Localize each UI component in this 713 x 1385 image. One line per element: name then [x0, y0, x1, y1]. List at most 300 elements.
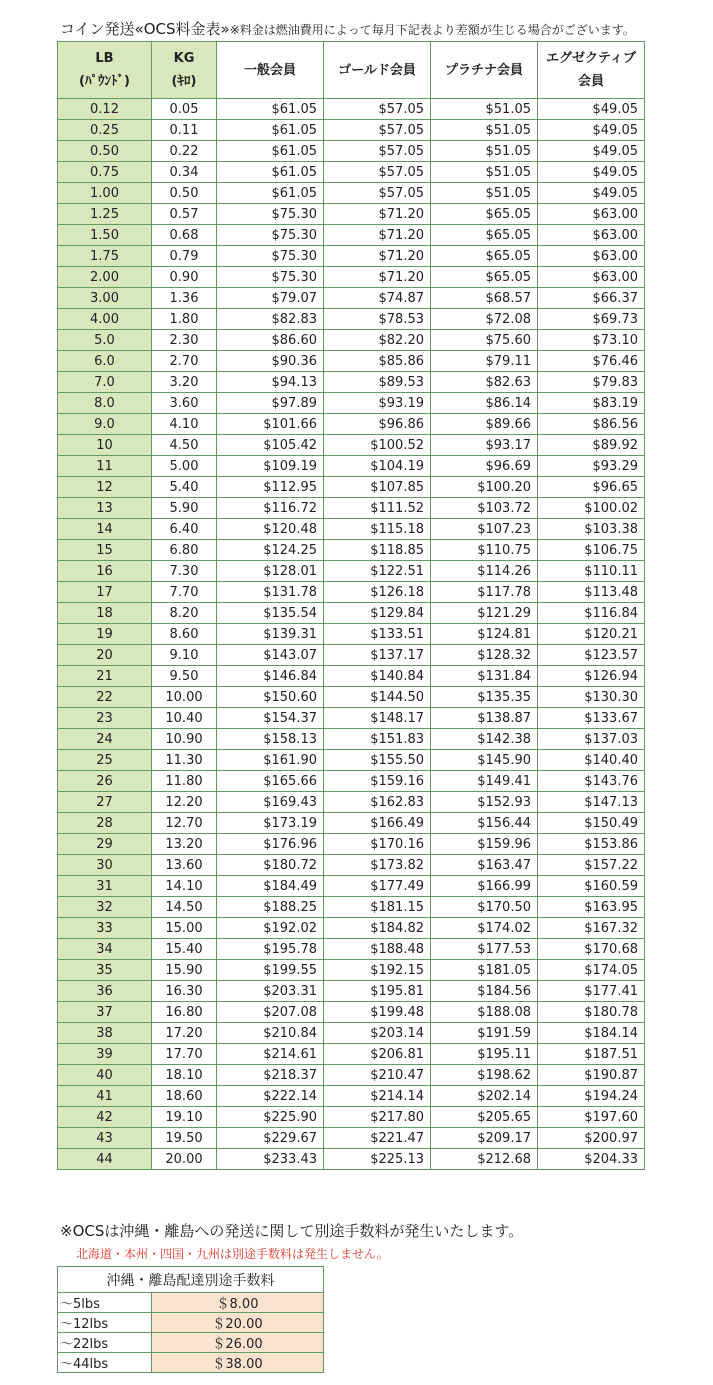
cell-platinum: $72.08 [431, 309, 538, 330]
cell-gold: $199.48 [324, 1002, 431, 1023]
cell-general: $61.05 [217, 99, 324, 120]
cell-executive: $76.46 [538, 351, 645, 372]
cell-platinum: $86.14 [431, 393, 538, 414]
cell-platinum: $159.96 [431, 834, 538, 855]
cell-platinum: $110.75 [431, 540, 538, 561]
cell-executive: $116.84 [538, 603, 645, 624]
table-row [58, 267, 645, 288]
fee-range: ～12lbs [58, 1313, 152, 1333]
cell-executive: $63.00 [538, 225, 645, 246]
cell-gold: $217.80 [324, 1107, 431, 1128]
cell-lb: 22 [58, 687, 152, 708]
cell-platinum: $103.72 [431, 498, 538, 519]
cell-kg: 8.20 [152, 603, 217, 624]
cell-platinum: $82.63 [431, 372, 538, 393]
table-row [58, 771, 645, 792]
cell-executive: $100.02 [538, 498, 645, 519]
cell-lb: 3.00 [58, 288, 152, 309]
header-platinum: プラチナ会員 [431, 42, 538, 99]
table-row [58, 1149, 645, 1170]
cell-platinum: $205.65 [431, 1107, 538, 1128]
footnote-red: 北海道・本州・四国・九州は別途手数料は発生しません。 [76, 1247, 389, 1261]
fee-range: ～22lbs [58, 1333, 152, 1353]
table-row [58, 141, 645, 162]
table-row [58, 225, 645, 246]
cell-executive: $89.92 [538, 435, 645, 456]
cell-platinum: $131.84 [431, 666, 538, 687]
table-row [58, 561, 645, 582]
cell-kg: 13.20 [152, 834, 217, 855]
cell-executive: $160.59 [538, 876, 645, 897]
cell-gold: $57.05 [324, 183, 431, 204]
cell-gold: $93.19 [324, 393, 431, 414]
cell-lb: 30 [58, 855, 152, 876]
cell-gold: $122.51 [324, 561, 431, 582]
cell-gold: $71.20 [324, 225, 431, 246]
cell-general: $229.67 [217, 1128, 324, 1149]
cell-gold: $100.52 [324, 435, 431, 456]
cell-general: $90.36 [217, 351, 324, 372]
table-row [58, 876, 645, 897]
table-row [58, 99, 645, 120]
cell-executive: $157.22 [538, 855, 645, 876]
cell-kg: 0.22 [152, 141, 217, 162]
cell-platinum: $51.05 [431, 120, 538, 141]
cell-platinum: $75.60 [431, 330, 538, 351]
cell-platinum: $68.57 [431, 288, 538, 309]
table-row [58, 414, 645, 435]
cell-executive: $204.33 [538, 1149, 645, 1170]
cell-kg: 1.80 [152, 309, 217, 330]
cell-gold: $151.83 [324, 729, 431, 750]
header-kg [152, 42, 217, 99]
cell-executive: $140.40 [538, 750, 645, 771]
cell-general: $233.43 [217, 1149, 324, 1170]
cell-lb: 12 [58, 477, 152, 498]
cell-lb: 35 [58, 960, 152, 981]
cell-executive: $79.83 [538, 372, 645, 393]
cell-lb: 20 [58, 645, 152, 666]
cell-executive: $63.00 [538, 246, 645, 267]
cell-platinum: $65.05 [431, 267, 538, 288]
cell-platinum: $128.32 [431, 645, 538, 666]
cell-executive: $174.05 [538, 960, 645, 981]
cell-kg: 14.50 [152, 897, 217, 918]
cell-executive: $66.37 [538, 288, 645, 309]
cell-executive: $187.51 [538, 1044, 645, 1065]
fee-row [58, 1293, 324, 1313]
table-row [58, 792, 645, 813]
table-row [58, 813, 645, 834]
cell-lb: 0.25 [58, 120, 152, 141]
cell-gold: $57.05 [324, 162, 431, 183]
cell-executive: $143.76 [538, 771, 645, 792]
cell-executive: $126.94 [538, 666, 645, 687]
cell-lb: 6.0 [58, 351, 152, 372]
cell-kg: 11.80 [152, 771, 217, 792]
cell-gold: $129.84 [324, 603, 431, 624]
cell-kg: 0.68 [152, 225, 217, 246]
cell-platinum: $51.05 [431, 141, 538, 162]
cell-executive: $163.95 [538, 897, 645, 918]
cell-general: $109.19 [217, 456, 324, 477]
cell-platinum: $188.08 [431, 1002, 538, 1023]
table-row [58, 477, 645, 498]
cell-gold: $89.53 [324, 372, 431, 393]
cell-executive: $197.60 [538, 1107, 645, 1128]
cell-gold: $162.83 [324, 792, 431, 813]
cell-executive: $147.13 [538, 792, 645, 813]
cell-gold: $221.47 [324, 1128, 431, 1149]
cell-kg: 12.20 [152, 792, 217, 813]
cell-general: $97.89 [217, 393, 324, 414]
cell-lb: 37 [58, 1002, 152, 1023]
cell-kg: 0.90 [152, 267, 217, 288]
cell-kg: 19.10 [152, 1107, 217, 1128]
table-row [58, 309, 645, 330]
cell-gold: $57.05 [324, 141, 431, 162]
cell-kg: 20.00 [152, 1149, 217, 1170]
cell-lb: 32 [58, 897, 152, 918]
cell-lb: 0.12 [58, 99, 152, 120]
cell-executive: $194.24 [538, 1086, 645, 1107]
fee-table-body [58, 1293, 324, 1373]
fee-amount: ＄20.00 [152, 1313, 324, 1333]
cell-kg: 14.10 [152, 876, 217, 897]
cell-platinum: $65.05 [431, 225, 538, 246]
cell-lb: 33 [58, 918, 152, 939]
table-row [58, 540, 645, 561]
cell-executive: $123.57 [538, 645, 645, 666]
cell-general: $195.78 [217, 939, 324, 960]
cell-executive: $200.97 [538, 1128, 645, 1149]
table-row [58, 1086, 645, 1107]
cell-kg: 7.70 [152, 582, 217, 603]
cell-general: $222.14 [217, 1086, 324, 1107]
cell-kg: 0.79 [152, 246, 217, 267]
cell-gold: $74.87 [324, 288, 431, 309]
table-row [58, 624, 645, 645]
cell-gold: $203.14 [324, 1023, 431, 1044]
cell-platinum: $212.68 [431, 1149, 538, 1170]
table-row [58, 162, 645, 183]
cell-gold: $71.20 [324, 267, 431, 288]
fee-range: ～5lbs [58, 1293, 152, 1313]
cell-general: $199.55 [217, 960, 324, 981]
cell-gold: $170.16 [324, 834, 431, 855]
cell-general: $128.01 [217, 561, 324, 582]
cell-general: $150.60 [217, 687, 324, 708]
table-row [58, 897, 645, 918]
footnote: ※OCSは沖縄・離島への発送に関して別途手数料が発生いたします。 [60, 1222, 524, 1240]
cell-gold: $155.50 [324, 750, 431, 771]
cell-lb: 4.00 [58, 309, 152, 330]
cell-lb: 38 [58, 1023, 152, 1044]
cell-lb: 5.0 [58, 330, 152, 351]
cell-lb: 8.0 [58, 393, 152, 414]
header-row [58, 42, 645, 99]
cell-kg: 5.40 [152, 477, 217, 498]
cell-gold: $144.50 [324, 687, 431, 708]
cell-gold: $111.52 [324, 498, 431, 519]
cell-lb: 26 [58, 771, 152, 792]
cell-platinum: $89.66 [431, 414, 538, 435]
cell-lb: 36 [58, 981, 152, 1002]
fee-amount: ＄8.00 [152, 1293, 324, 1313]
cell-general: $158.13 [217, 729, 324, 750]
header-lb-line2: (ﾊﾟｳﾝﾄﾞ) [79, 74, 130, 89]
cell-general: $75.30 [217, 225, 324, 246]
cell-executive: $103.38 [538, 519, 645, 540]
cell-platinum: $121.29 [431, 603, 538, 624]
table-row [58, 393, 645, 414]
fee-table-title: 沖縄・離島配達別途手数料 [58, 1267, 324, 1293]
cell-general: $192.02 [217, 918, 324, 939]
cell-kg: 6.80 [152, 540, 217, 561]
cell-platinum: $181.05 [431, 960, 538, 981]
table-row [58, 246, 645, 267]
fee-range: ～44lbs [58, 1353, 152, 1373]
table-row [58, 1128, 645, 1149]
cell-kg: 13.60 [152, 855, 217, 876]
cell-general: $105.42 [217, 435, 324, 456]
cell-kg: 11.30 [152, 750, 217, 771]
header-executive-line1: エグゼクティブ [546, 51, 636, 66]
cell-platinum: $174.02 [431, 918, 538, 939]
cell-executive: $190.87 [538, 1065, 645, 1086]
cell-platinum: $163.47 [431, 855, 538, 876]
cell-general: $79.07 [217, 288, 324, 309]
cell-gold: $177.49 [324, 876, 431, 897]
remote-fee-table [57, 1266, 324, 1373]
fee-row [58, 1353, 324, 1373]
table-row [58, 351, 645, 372]
table-row [58, 456, 645, 477]
cell-kg: 9.10 [152, 645, 217, 666]
table-row [58, 1107, 645, 1128]
cell-gold: $137.17 [324, 645, 431, 666]
cell-general: $139.31 [217, 624, 324, 645]
cell-gold: $192.15 [324, 960, 431, 981]
fee-amount: ＄38.00 [152, 1353, 324, 1373]
table-row [58, 1023, 645, 1044]
cell-executive: $73.10 [538, 330, 645, 351]
table-row [58, 498, 645, 519]
table-row [58, 330, 645, 351]
cell-platinum: $184.56 [431, 981, 538, 1002]
cell-general: $120.48 [217, 519, 324, 540]
cell-kg: 16.80 [152, 1002, 217, 1023]
cell-kg: 3.60 [152, 393, 217, 414]
cell-kg: 18.60 [152, 1086, 217, 1107]
cell-executive: $49.05 [538, 162, 645, 183]
cell-executive: $180.78 [538, 1002, 645, 1023]
cell-general: $75.30 [217, 246, 324, 267]
cell-kg: 10.90 [152, 729, 217, 750]
cell-gold: $195.81 [324, 981, 431, 1002]
table-row [58, 1065, 645, 1086]
cell-general: $180.72 [217, 855, 324, 876]
cell-general: $135.54 [217, 603, 324, 624]
cell-platinum: $195.11 [431, 1044, 538, 1065]
table-row [58, 960, 645, 981]
cell-general: $203.31 [217, 981, 324, 1002]
table-row [58, 183, 645, 204]
cell-lb: 0.50 [58, 141, 152, 162]
table-row [58, 603, 645, 624]
cell-lb: 28 [58, 813, 152, 834]
table-row [58, 939, 645, 960]
cell-executive: $63.00 [538, 204, 645, 225]
cell-gold: $104.19 [324, 456, 431, 477]
cell-general: $165.66 [217, 771, 324, 792]
cell-platinum: $93.17 [431, 435, 538, 456]
title-main: コイン発送«OCS料金表» [60, 20, 230, 38]
cell-platinum: $198.62 [431, 1065, 538, 1086]
cell-executive: $110.11 [538, 561, 645, 582]
cell-kg: 8.60 [152, 624, 217, 645]
table-row [58, 918, 645, 939]
cell-executive: $49.05 [538, 183, 645, 204]
cell-gold: $107.85 [324, 477, 431, 498]
cell-lb: 16 [58, 561, 152, 582]
cell-platinum: $114.26 [431, 561, 538, 582]
table-row [58, 1002, 645, 1023]
cell-lb: 10 [58, 435, 152, 456]
cell-kg: 0.11 [152, 120, 217, 141]
cell-kg: 2.70 [152, 351, 217, 372]
cell-kg: 17.70 [152, 1044, 217, 1065]
cell-general: $112.95 [217, 477, 324, 498]
cell-platinum: $177.53 [431, 939, 538, 960]
cell-lb: 34 [58, 939, 152, 960]
header-executive-line2: 会員 [577, 74, 604, 89]
header-lb-line1: LB [95, 51, 114, 66]
cell-lb: 17 [58, 582, 152, 603]
cell-general: $116.72 [217, 498, 324, 519]
cell-kg: 15.00 [152, 918, 217, 939]
cell-gold: $148.17 [324, 708, 431, 729]
cell-executive: $69.73 [538, 309, 645, 330]
cell-lb: 1.00 [58, 183, 152, 204]
page-title [60, 18, 635, 39]
cell-general: $225.90 [217, 1107, 324, 1128]
table-row [58, 204, 645, 225]
cell-gold: $210.47 [324, 1065, 431, 1086]
cell-lb: 44 [58, 1149, 152, 1170]
cell-kg: 2.30 [152, 330, 217, 351]
table-row [58, 708, 645, 729]
cell-kg: 12.70 [152, 813, 217, 834]
cell-kg: 10.40 [152, 708, 217, 729]
cell-platinum: $96.69 [431, 456, 538, 477]
cell-general: $101.66 [217, 414, 324, 435]
cell-general: $143.07 [217, 645, 324, 666]
cell-lb: 2.00 [58, 267, 152, 288]
cell-lb: 15 [58, 540, 152, 561]
cell-lb: 0.75 [58, 162, 152, 183]
cell-gold: $166.49 [324, 813, 431, 834]
cell-gold: $133.51 [324, 624, 431, 645]
cell-platinum: $51.05 [431, 99, 538, 120]
cell-executive: $113.48 [538, 582, 645, 603]
cell-lb: 39 [58, 1044, 152, 1065]
cell-general: $146.84 [217, 666, 324, 687]
cell-platinum: $152.93 [431, 792, 538, 813]
cell-lb: 19 [58, 624, 152, 645]
cell-platinum: $79.11 [431, 351, 538, 372]
cell-general: $124.25 [217, 540, 324, 561]
cell-executive: $167.32 [538, 918, 645, 939]
cell-general: $218.37 [217, 1065, 324, 1086]
cell-kg: 17.20 [152, 1023, 217, 1044]
header-kg-line2: (ｷﾛ) [171, 74, 197, 89]
cell-lb: 23 [58, 708, 152, 729]
table-row [58, 855, 645, 876]
cell-general: $214.61 [217, 1044, 324, 1065]
cell-platinum: $156.44 [431, 813, 538, 834]
cell-executive: $49.05 [538, 120, 645, 141]
cell-platinum: $51.05 [431, 183, 538, 204]
cell-lb: 29 [58, 834, 152, 855]
cell-kg: 3.20 [152, 372, 217, 393]
cell-executive: $120.21 [538, 624, 645, 645]
cell-executive: $63.00 [538, 267, 645, 288]
cell-platinum: $166.99 [431, 876, 538, 897]
cell-kg: 10.00 [152, 687, 217, 708]
cell-general: $188.25 [217, 897, 324, 918]
cell-gold: $71.20 [324, 204, 431, 225]
cell-platinum: $124.81 [431, 624, 538, 645]
cell-kg: 0.50 [152, 183, 217, 204]
cell-executive: $49.05 [538, 99, 645, 120]
cell-gold: $82.20 [324, 330, 431, 351]
header-lb [58, 42, 152, 99]
cell-general: $161.90 [217, 750, 324, 771]
cell-lb: 7.0 [58, 372, 152, 393]
cell-gold: $225.13 [324, 1149, 431, 1170]
header-kg-line1: KG [173, 51, 195, 66]
cell-executive: $83.19 [538, 393, 645, 414]
cell-lb: 42 [58, 1107, 152, 1128]
cell-platinum: $209.17 [431, 1128, 538, 1149]
cell-platinum: $145.90 [431, 750, 538, 771]
cell-executive: $153.86 [538, 834, 645, 855]
table-row [58, 687, 645, 708]
cell-general: $173.19 [217, 813, 324, 834]
header-general: 一般会員 [217, 42, 324, 99]
cell-executive: $150.49 [538, 813, 645, 834]
cell-general: $184.49 [217, 876, 324, 897]
cell-lb: 1.75 [58, 246, 152, 267]
table-row [58, 372, 645, 393]
cell-platinum: $100.20 [431, 477, 538, 498]
cell-platinum: $202.14 [431, 1086, 538, 1107]
cell-platinum: $138.87 [431, 708, 538, 729]
cell-gold: $214.14 [324, 1086, 431, 1107]
cell-lb: 24 [58, 729, 152, 750]
cell-platinum: $107.23 [431, 519, 538, 540]
cell-kg: 5.90 [152, 498, 217, 519]
cell-general: $131.78 [217, 582, 324, 603]
cell-general: $61.05 [217, 183, 324, 204]
cell-gold: $78.53 [324, 309, 431, 330]
cell-kg: 15.90 [152, 960, 217, 981]
cell-executive: $130.30 [538, 687, 645, 708]
cell-executive: $184.14 [538, 1023, 645, 1044]
cell-gold: $85.86 [324, 351, 431, 372]
cell-kg: 19.50 [152, 1128, 217, 1149]
